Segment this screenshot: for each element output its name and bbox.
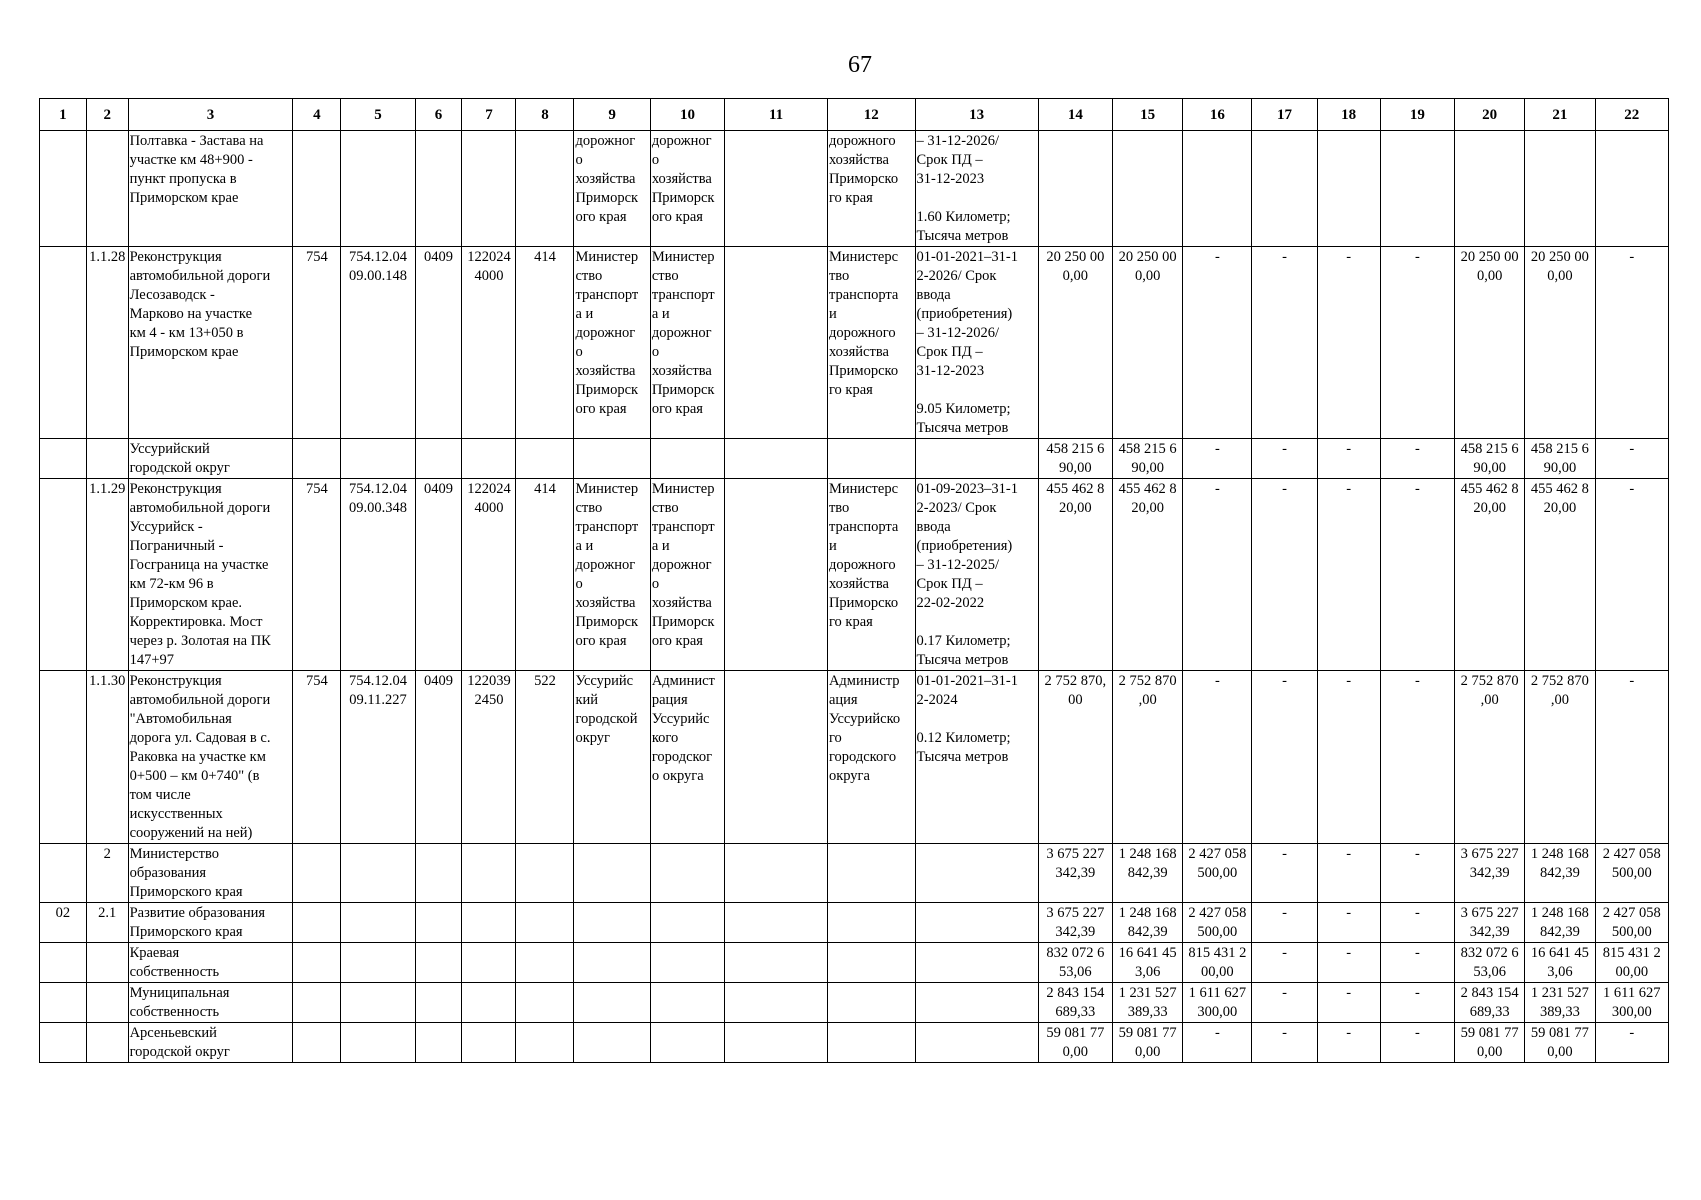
cell-col-1: [40, 247, 87, 439]
cell-col-16: [1183, 131, 1252, 247]
cell-col-11: [725, 844, 828, 903]
cell-col-13: 01-01-2021–31-1 2-2024 0.12 Километр; Тысяча метров: [915, 671, 1038, 844]
column-header-9: 9: [574, 99, 650, 131]
column-header-19: 19: [1380, 99, 1454, 131]
cell-col-11: [725, 903, 828, 943]
cell-col-15: 1 231 527 389,33: [1113, 983, 1183, 1023]
cell-col-14: 3 675 227 342,39: [1038, 903, 1112, 943]
cell-col-1: 02: [40, 903, 87, 943]
cell-col-22: -: [1595, 1023, 1668, 1063]
cell-col-18: -: [1317, 844, 1380, 903]
cell-col-4: 754: [293, 247, 341, 439]
cell-col-6: [415, 1023, 462, 1063]
table-body: [40, 131, 1669, 1063]
table-row: [40, 671, 1669, 844]
cell-col-9: Министер ство транспорт а и дорожног о хозяйства Приморск ого края: [574, 479, 650, 671]
cell-col-8: [516, 1023, 574, 1063]
cell-col-10: [650, 439, 724, 479]
cell-col-14: 458 215 6 90,00: [1038, 439, 1112, 479]
cell-col-18: -: [1317, 479, 1380, 671]
cell-col-13: – 31-12-2026/ Срок ПД – 31-12-2023 1.60 Километр; Тысяча метров: [915, 131, 1038, 247]
cell-col-15: 20 250 00 0,00: [1113, 247, 1183, 439]
cell-col-3: Министерство образования Приморского края: [128, 844, 293, 903]
cell-col-3: Реконструкция автомобильной дороги "Автомобильная дорога ул. Садовая в с. Раковка на участке км 0+500 – км 0+740" (в том числе искусственных сооружений на ней): [128, 671, 293, 844]
cell-col-19: -: [1380, 1023, 1454, 1063]
cell-col-14: 2 752 870, 00: [1038, 671, 1112, 844]
cell-col-10: дорожног о хозяйства Приморск ого края: [650, 131, 724, 247]
cell-col-2: [86, 1023, 128, 1063]
cell-col-7: 122024 4000: [462, 247, 516, 439]
cell-col-19: -: [1380, 479, 1454, 671]
cell-col-14: 59 081 77 0,00: [1038, 1023, 1112, 1063]
cell-col-20: 3 675 227 342,39: [1455, 844, 1525, 903]
table-row: [40, 943, 1669, 983]
cell-col-22: 2 427 058 500,00: [1595, 903, 1668, 943]
cell-col-16: 2 427 058 500,00: [1183, 844, 1252, 903]
cell-col-18: -: [1317, 1023, 1380, 1063]
cell-col-7: [462, 943, 516, 983]
cell-col-3: Муниципальная собственность: [128, 983, 293, 1023]
cell-col-11: [725, 1023, 828, 1063]
cell-col-11: [725, 131, 828, 247]
cell-col-18: -: [1317, 943, 1380, 983]
cell-col-7: [462, 131, 516, 247]
cell-col-6: [415, 844, 462, 903]
cell-col-21: 20 250 00 0,00: [1525, 247, 1595, 439]
cell-col-22: -: [1595, 439, 1668, 479]
cell-col-5: 754.12.04 09.00.148: [341, 247, 415, 439]
cell-col-22: 1 611 627 300,00: [1595, 983, 1668, 1023]
cell-col-1: [40, 131, 87, 247]
cell-col-16: -: [1183, 671, 1252, 844]
cell-col-16: -: [1183, 1023, 1252, 1063]
cell-col-13: 01-09-2023–31-1 2-2023/ Срок ввода (приобретения) – 31-12-2025/ Срок ПД – 22-02-2022 0.17 Километр; Тысяча метров: [915, 479, 1038, 671]
cell-col-6: [415, 943, 462, 983]
column-header-14: 14: [1038, 99, 1112, 131]
cell-col-1: [40, 844, 87, 903]
cell-col-9: Уссурийс кий городской округ: [574, 671, 650, 844]
cell-col-14: 2 843 154 689,33: [1038, 983, 1112, 1023]
cell-col-4: [293, 983, 341, 1023]
cell-col-8: 522: [516, 671, 574, 844]
cell-col-13: [915, 903, 1038, 943]
cell-col-2: [86, 983, 128, 1023]
cell-col-21: 458 215 6 90,00: [1525, 439, 1595, 479]
table-row: [40, 983, 1669, 1023]
cell-col-18: -: [1317, 439, 1380, 479]
cell-col-2: 2: [86, 844, 128, 903]
cell-col-2: 2.1: [86, 903, 128, 943]
cell-col-8: [516, 844, 574, 903]
cell-col-2: 1.1.28: [86, 247, 128, 439]
cell-col-15: 458 215 6 90,00: [1113, 439, 1183, 479]
cell-col-19: -: [1380, 439, 1454, 479]
cell-col-19: -: [1380, 983, 1454, 1023]
cell-col-20: 455 462 8 20,00: [1455, 479, 1525, 671]
cell-col-3: Арсеньевский городской округ: [128, 1023, 293, 1063]
cell-col-11: [725, 943, 828, 983]
cell-col-1: [40, 479, 87, 671]
cell-col-14: 3 675 227 342,39: [1038, 844, 1112, 903]
cell-col-1: [40, 439, 87, 479]
cell-col-13: [915, 844, 1038, 903]
cell-col-21: 1 248 168 842,39: [1525, 844, 1595, 903]
cell-col-17: [1252, 131, 1317, 247]
cell-col-3: Уссурийский городской округ: [128, 439, 293, 479]
column-header-12: 12: [827, 99, 915, 131]
cell-col-9: [574, 439, 650, 479]
cell-col-21: 2 752 870 ,00: [1525, 671, 1595, 844]
cell-col-19: [1380, 131, 1454, 247]
cell-col-7: [462, 439, 516, 479]
cell-col-5: [341, 131, 415, 247]
cell-col-21: 16 641 45 3,06: [1525, 943, 1595, 983]
cell-col-17: -: [1252, 247, 1317, 439]
cell-col-12: Министерс тво транспорта и дорожного хозяйства Приморско го края: [827, 479, 915, 671]
cell-col-20: 59 081 77 0,00: [1455, 1023, 1525, 1063]
cell-col-15: [1113, 131, 1183, 247]
cell-col-20: 3 675 227 342,39: [1455, 903, 1525, 943]
cell-col-5: [341, 983, 415, 1023]
cell-col-8: [516, 903, 574, 943]
cell-col-21: 1 231 527 389,33: [1525, 983, 1595, 1023]
cell-col-18: -: [1317, 247, 1380, 439]
column-header-6: 6: [415, 99, 462, 131]
cell-col-6: [415, 439, 462, 479]
cell-col-13: [915, 983, 1038, 1023]
cell-col-22: -: [1595, 247, 1668, 439]
cell-col-5: 754.12.04 09.11.227: [341, 671, 415, 844]
cell-col-7: [462, 1023, 516, 1063]
cell-col-7: [462, 844, 516, 903]
cell-col-22: -: [1595, 479, 1668, 671]
cell-col-4: [293, 1023, 341, 1063]
table-row: [40, 131, 1669, 247]
table-row: [40, 1023, 1669, 1063]
cell-col-8: 414: [516, 479, 574, 671]
cell-col-9: [574, 1023, 650, 1063]
cell-col-4: [293, 903, 341, 943]
cell-col-15: 455 462 8 20,00: [1113, 479, 1183, 671]
cell-col-12: [827, 439, 915, 479]
column-header-18: 18: [1317, 99, 1380, 131]
cell-col-12: дорожного хозяйства Приморско го края: [827, 131, 915, 247]
cell-col-14: 20 250 00 0,00: [1038, 247, 1112, 439]
cell-col-7: [462, 983, 516, 1023]
cell-col-21: 455 462 8 20,00: [1525, 479, 1595, 671]
cell-col-3: Краевая собственность: [128, 943, 293, 983]
cell-col-17: -: [1252, 439, 1317, 479]
cell-col-17: -: [1252, 983, 1317, 1023]
cell-col-4: 754: [293, 671, 341, 844]
cell-col-16: -: [1183, 479, 1252, 671]
cell-col-8: 414: [516, 247, 574, 439]
cell-col-6: 0409: [415, 671, 462, 844]
column-header-20: 20: [1455, 99, 1525, 131]
cell-col-18: -: [1317, 671, 1380, 844]
cell-col-12: [827, 903, 915, 943]
cell-col-15: 1 248 168 842,39: [1113, 903, 1183, 943]
cell-col-1: [40, 943, 87, 983]
cell-col-3: Развитие образования Приморского края: [128, 903, 293, 943]
cell-col-16: 815 431 2 00,00: [1183, 943, 1252, 983]
cell-col-20: 2 752 870 ,00: [1455, 671, 1525, 844]
column-header-13: 13: [915, 99, 1038, 131]
cell-col-19: -: [1380, 671, 1454, 844]
cell-col-13: [915, 439, 1038, 479]
cell-col-22: [1595, 131, 1668, 247]
table-row: [40, 247, 1669, 439]
cell-col-2: [86, 943, 128, 983]
cell-col-4: [293, 131, 341, 247]
cell-col-1: [40, 983, 87, 1023]
cell-col-10: [650, 903, 724, 943]
cell-col-19: -: [1380, 903, 1454, 943]
cell-col-6: [415, 903, 462, 943]
cell-col-8: [516, 439, 574, 479]
cell-col-5: [341, 1023, 415, 1063]
cell-col-4: [293, 844, 341, 903]
cell-col-9: [574, 844, 650, 903]
cell-col-17: -: [1252, 479, 1317, 671]
cell-col-11: [725, 479, 828, 671]
cell-col-6: [415, 983, 462, 1023]
cell-col-19: -: [1380, 844, 1454, 903]
cell-col-15: 2 752 870 ,00: [1113, 671, 1183, 844]
cell-col-18: -: [1317, 903, 1380, 943]
cell-col-14: 832 072 6 53,06: [1038, 943, 1112, 983]
cell-col-16: 1 611 627 300,00: [1183, 983, 1252, 1023]
cell-col-2: [86, 439, 128, 479]
page-number: 67: [848, 52, 872, 78]
cell-col-17: -: [1252, 844, 1317, 903]
cell-col-22: 815 431 2 00,00: [1595, 943, 1668, 983]
cell-col-14: [1038, 131, 1112, 247]
cell-col-2: [86, 131, 128, 247]
cell-col-20: 832 072 6 53,06: [1455, 943, 1525, 983]
cell-col-6: [415, 131, 462, 247]
column-header-17: 17: [1252, 99, 1317, 131]
cell-col-11: [725, 247, 828, 439]
cell-col-5: 754.12.04 09.00.348: [341, 479, 415, 671]
cell-col-2: 1.1.29: [86, 479, 128, 671]
cell-col-8: [516, 983, 574, 1023]
cell-col-17: -: [1252, 671, 1317, 844]
column-header-11: 11: [725, 99, 828, 131]
cell-col-12: [827, 943, 915, 983]
cell-col-21: 1 248 168 842,39: [1525, 903, 1595, 943]
cell-col-17: -: [1252, 943, 1317, 983]
column-header-16: 16: [1183, 99, 1252, 131]
column-header-21: 21: [1525, 99, 1595, 131]
cell-col-7: 122024 4000: [462, 479, 516, 671]
cell-col-6: 0409: [415, 479, 462, 671]
column-header-8: 8: [516, 99, 574, 131]
cell-col-14: 455 462 8 20,00: [1038, 479, 1112, 671]
column-header-7: 7: [462, 99, 516, 131]
cell-col-4: [293, 943, 341, 983]
cell-col-16: -: [1183, 247, 1252, 439]
cell-col-18: -: [1317, 983, 1380, 1023]
cell-col-5: [341, 903, 415, 943]
budget-table: [39, 98, 1669, 1063]
table-row: [40, 479, 1669, 671]
cell-col-8: [516, 943, 574, 983]
cell-col-12: Администр ация Уссурийско го городского округа: [827, 671, 915, 844]
cell-col-6: 0409: [415, 247, 462, 439]
table-row: [40, 903, 1669, 943]
column-number-header: [40, 99, 1669, 131]
column-header-10: 10: [650, 99, 724, 131]
cell-col-11: [725, 439, 828, 479]
cell-col-3: Полтавка - Застава на участке км 48+900 - пункт пропуска в Приморском крае: [128, 131, 293, 247]
cell-col-16: 2 427 058 500,00: [1183, 903, 1252, 943]
cell-col-12: [827, 844, 915, 903]
cell-col-10: [650, 1023, 724, 1063]
column-header-5: 5: [341, 99, 415, 131]
column-header-15: 15: [1113, 99, 1183, 131]
cell-col-3: Реконструкция автомобильной дороги Уссурийск - Пограничный - Госграница на участке км 72-км 96 в Приморском крае. Корректировка. Мост через р. Золотая на ПК 147+97: [128, 479, 293, 671]
cell-col-12: Министерс тво транспорта и дорожного хозяйства Приморско го края: [827, 247, 915, 439]
cell-col-4: 754: [293, 479, 341, 671]
cell-col-1: [40, 1023, 87, 1063]
cell-col-15: 16 641 45 3,06: [1113, 943, 1183, 983]
column-header-1: 1: [40, 99, 87, 131]
cell-col-9: Министер ство транспорт а и дорожног о хозяйства Приморск ого края: [574, 247, 650, 439]
cell-col-10: Админист рация Уссурийс кого городског о округа: [650, 671, 724, 844]
cell-col-12: [827, 1023, 915, 1063]
cell-col-5: [341, 844, 415, 903]
table-row: [40, 844, 1669, 903]
cell-col-15: 59 081 77 0,00: [1113, 1023, 1183, 1063]
cell-col-11: [725, 983, 828, 1023]
cell-col-5: [341, 439, 415, 479]
table-row: [40, 439, 1669, 479]
cell-col-10: [650, 844, 724, 903]
cell-col-10: [650, 943, 724, 983]
cell-col-19: -: [1380, 247, 1454, 439]
cell-col-19: -: [1380, 943, 1454, 983]
cell-col-16: -: [1183, 439, 1252, 479]
cell-col-17: -: [1252, 1023, 1317, 1063]
cell-col-22: -: [1595, 671, 1668, 844]
cell-col-9: [574, 983, 650, 1023]
cell-col-12: [827, 983, 915, 1023]
cell-col-4: [293, 439, 341, 479]
column-header-3: 3: [128, 99, 293, 131]
column-header-2: 2: [86, 99, 128, 131]
cell-col-10: [650, 983, 724, 1023]
cell-col-9: [574, 943, 650, 983]
cell-col-18: [1317, 131, 1380, 247]
cell-col-9: дорожног о хозяйства Приморск ого края: [574, 131, 650, 247]
cell-col-21: 59 081 77 0,00: [1525, 1023, 1595, 1063]
cell-col-13: [915, 943, 1038, 983]
cell-col-20: [1455, 131, 1525, 247]
cell-col-13: [915, 1023, 1038, 1063]
cell-col-20: 2 843 154 689,33: [1455, 983, 1525, 1023]
cell-col-17: -: [1252, 903, 1317, 943]
cell-col-5: [341, 943, 415, 983]
cell-col-13: 01-01-2021–31-1 2-2026/ Срок ввода (приобретения) – 31-12-2026/ Срок ПД – 31-12-2023 9.05 Километр; Тысяча метров: [915, 247, 1038, 439]
cell-col-11: [725, 671, 828, 844]
cell-col-7: [462, 903, 516, 943]
column-header-22: 22: [1595, 99, 1668, 131]
column-header-4: 4: [293, 99, 341, 131]
cell-col-20: 458 215 6 90,00: [1455, 439, 1525, 479]
cell-col-1: [40, 671, 87, 844]
cell-col-10: Министер ство транспорт а и дорожног о хозяйства Приморск ого края: [650, 247, 724, 439]
cell-col-10: Министер ство транспорт а и дорожног о хозяйства Приморск ого края: [650, 479, 724, 671]
cell-col-2: 1.1.30: [86, 671, 128, 844]
cell-col-7: 122039 2450: [462, 671, 516, 844]
cell-col-22: 2 427 058 500,00: [1595, 844, 1668, 903]
cell-col-20: 20 250 00 0,00: [1455, 247, 1525, 439]
cell-col-8: [516, 131, 574, 247]
cell-col-21: [1525, 131, 1595, 247]
cell-col-15: 1 248 168 842,39: [1113, 844, 1183, 903]
cell-col-3: Реконструкция автомобильной дороги Лесозаводск - Марково на участке км 4 - км 13+050 в Приморском крае: [128, 247, 293, 439]
cell-col-9: [574, 903, 650, 943]
